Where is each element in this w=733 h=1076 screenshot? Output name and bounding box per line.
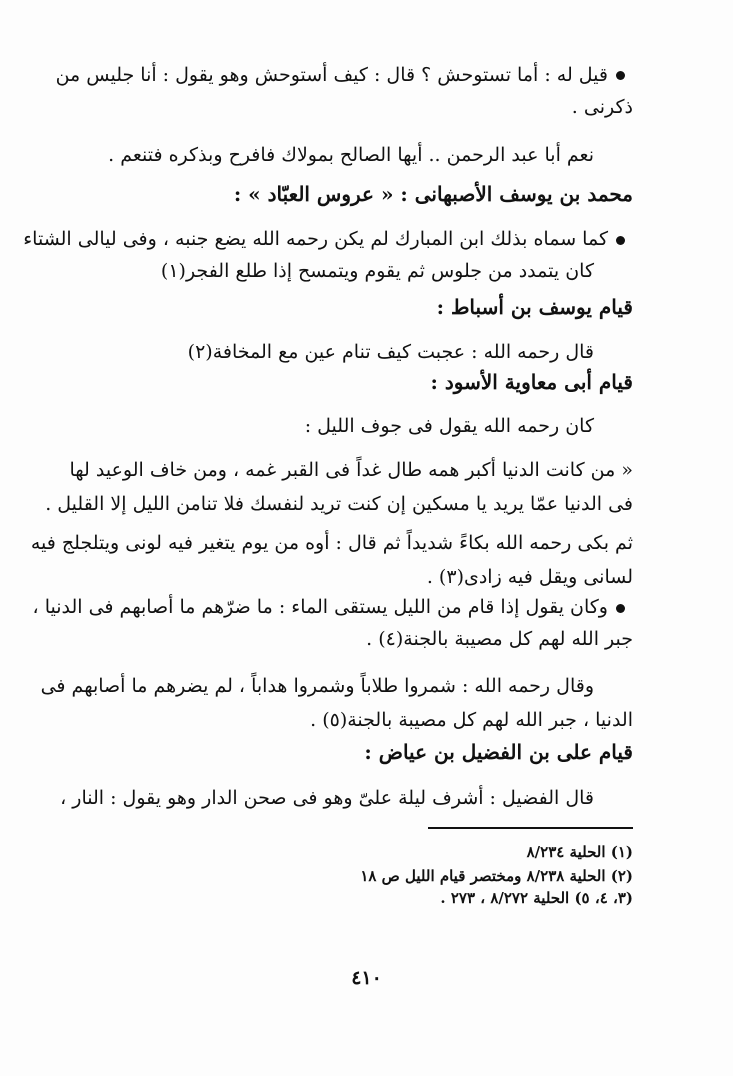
text-line: ذكرنى .	[571, 96, 633, 118]
bullet-icon	[616, 71, 625, 80]
page-number: ٤١٠	[351, 967, 382, 989]
text-line: لسانى ويقل فيه زادى(٣) .	[426, 566, 633, 588]
text-line: كان رحمه الله يقول فى جوف الليل :	[304, 415, 594, 437]
text-line: الدنيا ، جبر الله لهم كل مصيبة بالجنة(٥) .	[310, 709, 633, 731]
text-line: « من كانت الدنيا أكبر همه طال غداً فى القبر غمه ، ومن خاف الوعيد لها	[69, 459, 633, 481]
text-line: ثم بكى رحمه الله بكاءً شديداً ثم قال : أوه من يوم يتغير فيه لونى ويتلجلج فيه	[30, 532, 633, 554]
bullet-icon	[616, 236, 625, 245]
text-line: وكان يقول إذا قام من الليل يستقى الماء : ما ضرّهم ما أصابهم فى الدنيا ،	[32, 596, 608, 618]
section-heading: قيام يوسف بن أسباط :	[436, 295, 633, 319]
text-line: فى الدنيا عمّا يريد يا مسكين إن كنت تريد لنفسك فلا تنامن الليل إلا القليل .	[45, 493, 633, 515]
bullet-icon	[616, 604, 625, 613]
footnote: (٣، ٤، ٥) الحلية ٨/٢٧٢ ، ٢٧٣ .	[440, 889, 633, 907]
text-line: نعم أبا عبد الرحمن .. أيها الصالح بمولاك فافرح وبذكره فتنعم .	[108, 144, 594, 166]
text-line: كما سماه بذلك ابن المبارك لم يكن رحمه الله يضع جنبه ، وفى ليالى الشتاء	[23, 228, 608, 250]
footnote: (٢) الحلية ٨/٢٣٨ ومختصر قيام الليل ص ١٨	[360, 867, 633, 885]
footnote: (١) الحلية ٨/٢٣٤	[526, 843, 633, 861]
section-heading: قيام أبى معاوية الأسود :	[430, 370, 633, 394]
text-line: وقال رحمه الله : شمروا طلاباً وشمروا هداباً ، لم يضرهم ما أصابهم فى	[40, 675, 594, 697]
text-line: قيل له : أما تستوحش ؟ قال : كيف أستوحش وهو يقول : أنا جليس من	[55, 64, 608, 86]
section-heading: محمد بن يوسف الأصبهانى : « عروس العبّاد » :	[233, 182, 633, 206]
text-line: كان يتمدد من جلوس ثم يقوم ويتمسح إذا طلع الفجر(١)	[160, 260, 594, 282]
text-line: قال الفضيل : أشرف ليلة علىّ وهو فى صحن الدار وهو يقول : النار ،	[60, 787, 594, 809]
text-line: جبر الله لهم كل مصيبة بالجنة(٤) .	[366, 628, 633, 650]
footnote-divider	[428, 827, 633, 829]
section-heading: قيام على بن الفضيل بن عياض :	[364, 740, 633, 764]
text-line: قال رحمه الله : عجبت كيف تنام عين مع المخافة(٢)	[187, 341, 594, 363]
